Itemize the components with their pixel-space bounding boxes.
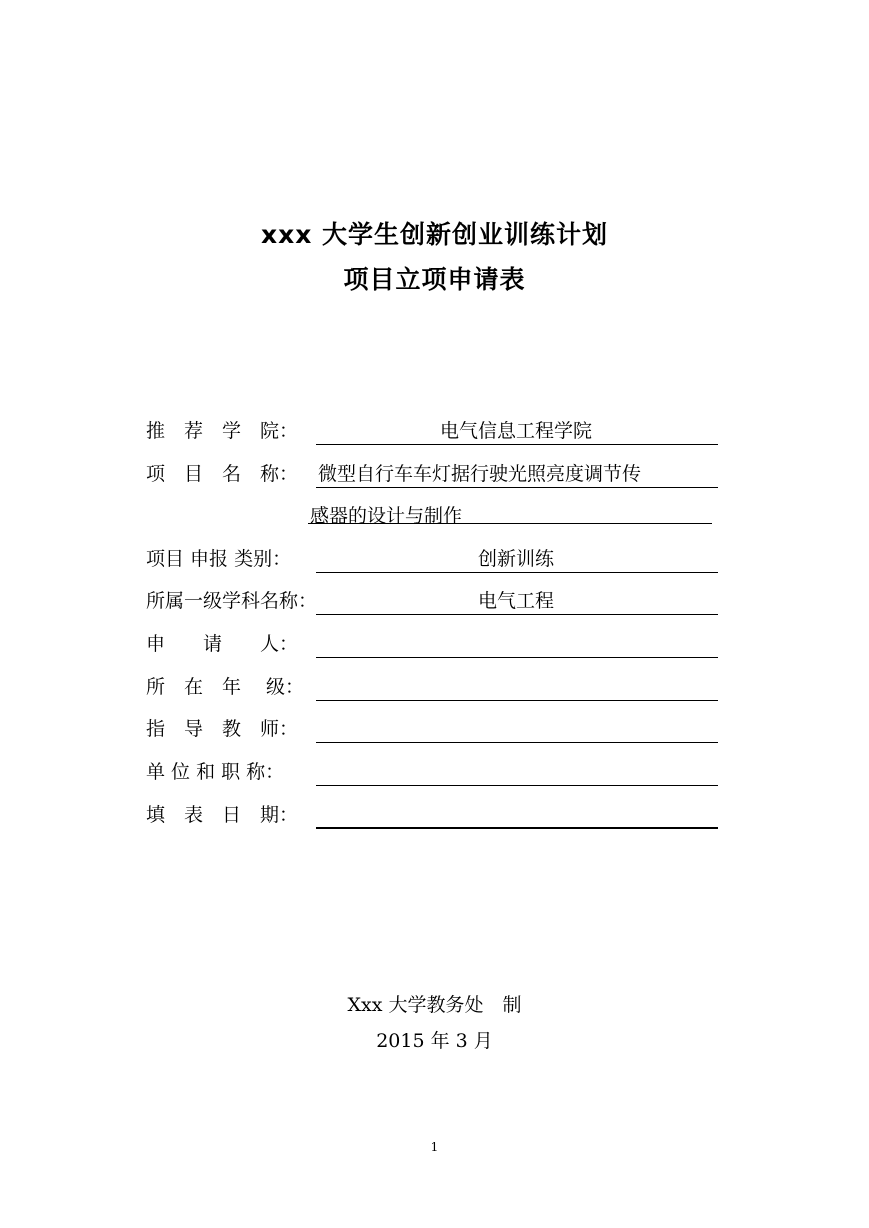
applicant-underline[interactable]: [316, 657, 718, 658]
page-number: 1: [430, 1140, 439, 1154]
issue-date-text: 2015 年 3 月: [376, 1030, 493, 1052]
unit-title-underline[interactable]: [316, 785, 718, 786]
project-name-label: 项 目 名 称：: [146, 463, 299, 485]
category-label: 项目 申报 类别：: [146, 548, 292, 570]
applicant-label: 申 请 人：: [146, 633, 299, 655]
college-underline: [316, 444, 718, 445]
project-name-underline1: [316, 487, 718, 488]
fill-date-underline[interactable]: [316, 827, 718, 829]
discipline-label: 所属一级学科名称：: [146, 590, 318, 612]
advisor-underline[interactable]: [316, 742, 718, 743]
project-name-underline2: [308, 523, 712, 524]
grade-underline[interactable]: [316, 700, 718, 701]
discipline-underline: [316, 614, 718, 615]
discipline-value[interactable]: 电气工程: [477, 590, 554, 612]
form-title-line1: xxx 大学生创新创业训练计划: [260, 220, 609, 249]
issuer-text: Xxx 大学教务处 制: [347, 994, 522, 1016]
project-name-value-line2[interactable]: 感器的设计与制作: [310, 505, 463, 527]
category-value[interactable]: 创新训练: [477, 548, 554, 570]
grade-label: 所 在 年 级：: [146, 676, 305, 698]
form-title-line2: 项目立项申请表: [343, 265, 526, 294]
college-label: 推 荐 学 院：: [146, 420, 299, 442]
project-name-value-line1[interactable]: 微型自行车车灯据行驶光照亮度调节传: [318, 463, 642, 485]
unit-title-label: 单 位 和 职 称：: [146, 761, 285, 783]
advisor-label: 指 导 教 师：: [146, 718, 299, 740]
college-value[interactable]: 电气信息工程学院: [439, 420, 592, 442]
category-underline: [316, 572, 718, 573]
fill-date-label: 填 表 日 期：: [146, 804, 299, 826]
